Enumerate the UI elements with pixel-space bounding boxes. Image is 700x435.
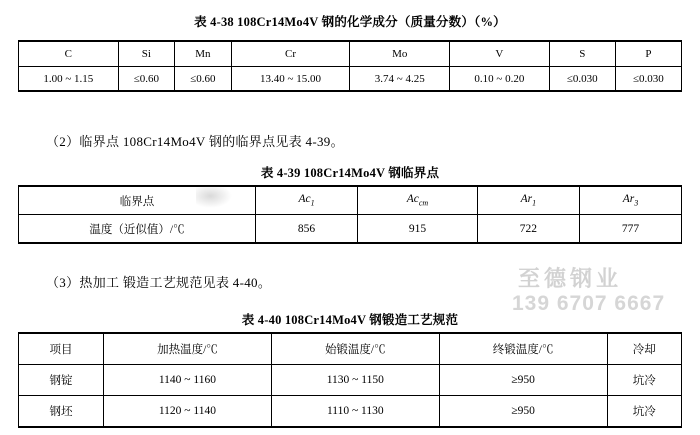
table-row	[19, 67, 682, 92]
table-cell-header	[477, 186, 579, 215]
table-row	[19, 365, 682, 396]
table-cell-header	[579, 186, 681, 215]
table-row	[19, 186, 682, 215]
table-cell-value: 1120 ~ 1140	[104, 396, 272, 428]
subscript-3: 3	[634, 198, 639, 208]
table-cell-rowlabel: 钢坯	[19, 396, 104, 428]
symbol-ar1: Ar	[520, 193, 533, 206]
table-cell-value: ≤0.60	[175, 67, 231, 92]
table-cell-value: 915	[358, 215, 478, 244]
table-cell-value: 1110 ~ 1130	[271, 396, 439, 428]
table-4-38-container	[18, 40, 682, 92]
table-cell-value: ≤0.030	[549, 67, 615, 92]
symbol-accm: Ac	[406, 193, 419, 206]
table-cell-value: ≤0.60	[118, 67, 174, 92]
table-4-40-caption: 表 4-40 108Cr14Mo4V 钢锻造工艺规范	[241, 313, 459, 327]
subscript-cm: cm	[418, 198, 429, 208]
table-cell-rowlabel: 温度（近似值）/℃	[19, 215, 256, 244]
table-row	[19, 333, 682, 365]
table-cell-value: 坑冷	[607, 396, 681, 428]
table-cell-header: 终锻温度/℃	[439, 333, 607, 365]
table-cell-value: 坑冷	[607, 365, 681, 396]
table-cell-header: Si	[118, 41, 174, 67]
table-cell-header: V	[450, 41, 550, 67]
table-cell-value: ≥950	[439, 365, 607, 396]
table-cell-value: ≤0.030	[615, 67, 681, 92]
table-cell-value: 856	[256, 215, 358, 244]
table-cell-header	[256, 186, 358, 215]
table-cell-header: 冷却	[607, 333, 681, 365]
table-cell-value: 1140 ~ 1160	[104, 365, 272, 396]
table-4-38-caption: 表 4-38 108Cr14Mo4V 钢的化学成分（质量分数）（%）	[194, 15, 506, 29]
table-cell-value: 1.00 ~ 1.15	[19, 67, 119, 92]
table-row	[19, 215, 682, 244]
symbol-ar3: Ar	[622, 193, 635, 206]
paragraph-critical-points: （2）临界点 108Cr14Mo4V 钢的临界点见表 4-39。	[46, 134, 344, 149]
watermark-company-name: 至德钢业	[518, 266, 623, 291]
table-cell-value: ≥950	[439, 396, 607, 428]
table-cell-value: 13.40 ~ 15.00	[231, 67, 350, 92]
table-4-40	[18, 332, 682, 428]
table-cell-rowlabel: 钢锭	[19, 365, 104, 396]
table-cell-header	[358, 186, 478, 215]
table-cell-value: 777	[579, 215, 681, 244]
watermark-phone-number: 139 6707 6667	[512, 292, 666, 315]
table-cell-header: Mo	[350, 41, 450, 67]
table-cell-value: 1130 ~ 1150	[271, 365, 439, 396]
table-row	[19, 396, 682, 428]
table-4-39-caption: 表 4-39 108Cr14Mo4V 钢临界点	[260, 166, 440, 180]
table-cell-header: P	[615, 41, 681, 67]
table-cell-header: 项目	[19, 333, 104, 365]
table-4-39-container	[18, 185, 682, 244]
table-cell-header: Cr	[231, 41, 350, 67]
table-cell-value: 722	[477, 215, 579, 244]
table-cell-header: 临界点	[19, 186, 256, 215]
table-cell-header: S	[549, 41, 615, 67]
paragraph-hot-working: （3）热加工 锻造工艺规范见表 4-40。	[46, 275, 272, 290]
subscript-1: 1	[310, 198, 315, 208]
table-cell-value: 3.74 ~ 4.25	[350, 67, 450, 92]
table-4-38	[18, 40, 682, 92]
symbol-ac1: Ac	[298, 193, 311, 206]
table-cell-header: 加热温度/℃	[104, 333, 272, 365]
table-cell-header: Mn	[175, 41, 231, 67]
table-4-39	[18, 185, 682, 244]
table-cell-value: 0.10 ~ 0.20	[450, 67, 550, 92]
table-row	[19, 41, 682, 67]
table-cell-header: C	[19, 41, 119, 67]
table-cell-header: 始锻温度/℃	[271, 333, 439, 365]
table-4-40-container	[18, 332, 682, 428]
subscript-1b: 1	[532, 198, 537, 208]
